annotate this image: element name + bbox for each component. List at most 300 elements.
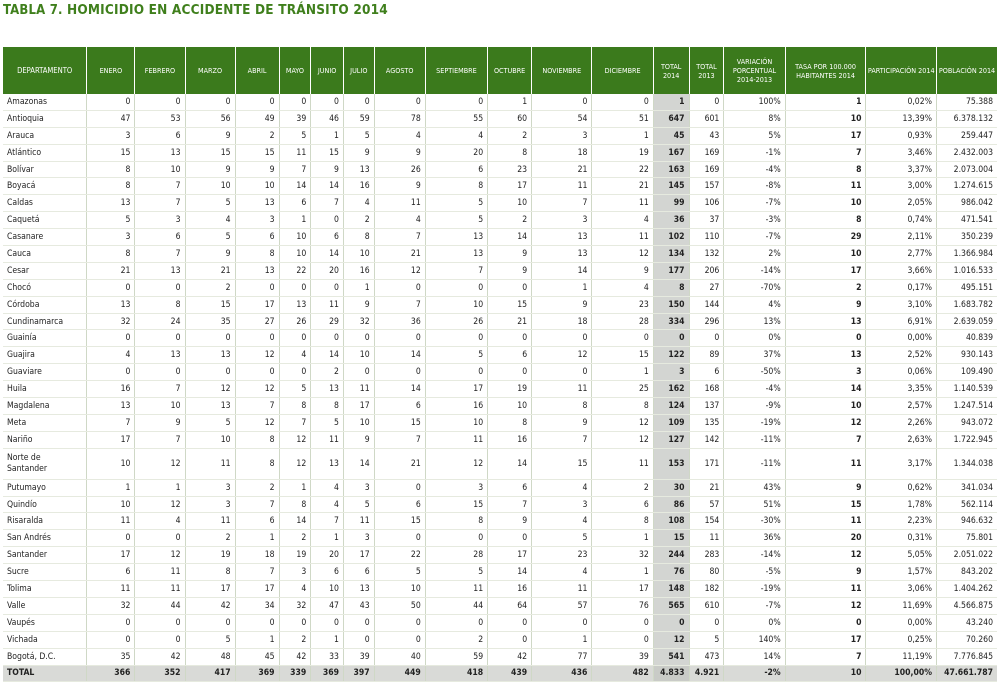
cell-oct: 2 xyxy=(488,212,532,229)
cell-nov: 15 xyxy=(532,448,592,479)
cell-jun: 0 xyxy=(311,330,344,347)
cell-sep: 6 xyxy=(425,161,487,178)
cell-apr: 7 xyxy=(235,398,279,415)
cell-jun: 5 xyxy=(311,414,344,431)
cell-jul: 39 xyxy=(343,648,374,665)
cell-total-2014: 109 xyxy=(653,414,689,431)
cell-oct: 21 xyxy=(488,313,532,330)
cell-variation: 100% xyxy=(724,94,785,110)
cell-feb: 0 xyxy=(135,94,185,110)
cell-apr: 17 xyxy=(235,296,279,313)
cell-may: 3 xyxy=(279,564,311,581)
cell-participation: 3,17% xyxy=(866,448,937,479)
cell-oct: 60 xyxy=(488,110,532,127)
cell-jun: 1 xyxy=(311,127,344,144)
cell-population: 1.016.533 xyxy=(937,262,998,279)
cell-total-2013: 157 xyxy=(689,178,724,195)
cell-oct: 6 xyxy=(488,347,532,364)
cell-participation: 2,52% xyxy=(866,347,937,364)
cell-feb: 0 xyxy=(135,631,185,648)
cell-variation: -11% xyxy=(724,448,785,479)
cell-dec: 1 xyxy=(592,564,653,581)
cell-oct: 0 xyxy=(488,614,532,631)
cell-rate: 10 xyxy=(785,195,866,212)
cell-population: 70.260 xyxy=(937,631,998,648)
cell-may: 14 xyxy=(279,178,311,195)
cell-jan: 13 xyxy=(87,195,135,212)
cell-jan: 35 xyxy=(87,648,135,665)
cell-jan: 1 xyxy=(87,479,135,496)
cell-department: Amazonas xyxy=(3,94,87,110)
cell-jul: 59 xyxy=(343,110,374,127)
cell-rate: 2 xyxy=(785,279,866,296)
cell-oct: 16 xyxy=(488,581,532,598)
cell-oct: 0 xyxy=(488,631,532,648)
cell-sep: 26 xyxy=(425,313,487,330)
cell-total-2014: 86 xyxy=(653,496,689,513)
cell-feb: 0 xyxy=(135,364,185,381)
cell-mar: 15 xyxy=(185,144,235,161)
cell-sep: 2 xyxy=(425,631,487,648)
cell-mar: 0 xyxy=(185,614,235,631)
cell-mar: 11 xyxy=(185,513,235,530)
cell-total-2013: 296 xyxy=(689,313,724,330)
cell-variation: 51% xyxy=(724,496,785,513)
cell-variation: -3% xyxy=(724,212,785,229)
cell-population: 350.239 xyxy=(937,229,998,246)
cell-feb: 0 xyxy=(135,614,185,631)
cell-mar: 8 xyxy=(185,564,235,581)
cell-nov: 3 xyxy=(532,496,592,513)
cell-jun: 11 xyxy=(311,431,344,448)
table-row xyxy=(3,381,997,398)
cell-population: 1.722.945 xyxy=(937,431,998,448)
cell-participation: 3,00% xyxy=(866,178,937,195)
cell-apr: 7 xyxy=(235,496,279,513)
cell-dec: 1 xyxy=(592,530,653,547)
cell-may: 4 xyxy=(279,581,311,598)
cell-department: Cauca xyxy=(3,246,87,263)
cell-total-2013: 57 xyxy=(689,496,724,513)
cell-department: Santander xyxy=(3,547,87,564)
cell-sep: 0 xyxy=(425,364,487,381)
cell-jan: 15 xyxy=(87,144,135,161)
cell-variation: -7% xyxy=(724,597,785,614)
cell-dec: 1 xyxy=(592,364,653,381)
cell-apr: 0 xyxy=(235,330,279,347)
cell-dec: 28 xyxy=(592,313,653,330)
cell-aug: 6 xyxy=(374,496,425,513)
cell-feb: 0 xyxy=(135,279,185,296)
cell-jul: 17 xyxy=(343,398,374,415)
cell-total-2014: 76 xyxy=(653,564,689,581)
table-row xyxy=(3,161,997,178)
cell-may: 0 xyxy=(279,94,311,110)
cell-aug: 10 xyxy=(374,581,425,598)
cell-oct: 16 xyxy=(488,431,532,448)
cell-participation: 0,02% xyxy=(866,94,937,110)
cell-jul: 13 xyxy=(343,161,374,178)
cell-dec: 9 xyxy=(592,262,653,279)
cell-jun: 47 xyxy=(311,597,344,614)
cell-nov: 11 xyxy=(532,581,592,598)
cell-nov: 21 xyxy=(532,161,592,178)
cell-jan: 0 xyxy=(87,530,135,547)
cell-variation: 14% xyxy=(724,648,785,665)
cell-total-2014: 0 xyxy=(653,330,689,347)
cell-jul: 13 xyxy=(343,581,374,598)
cell-jul: 9 xyxy=(343,144,374,161)
table-row xyxy=(3,212,997,229)
cell-dec: 21 xyxy=(592,178,653,195)
header-jul: JULIO xyxy=(343,47,374,94)
cell-aug: 0 xyxy=(374,614,425,631)
cell-population: 40.839 xyxy=(937,330,998,347)
cell-may: 8 xyxy=(279,496,311,513)
cell-jul: 32 xyxy=(343,313,374,330)
cell-jun: 20 xyxy=(311,547,344,564)
cell-nov: 3 xyxy=(532,127,592,144)
cell-population: 43.240 xyxy=(937,614,998,631)
cell-feb: 12 xyxy=(135,496,185,513)
cell-apr: 45 xyxy=(235,648,279,665)
cell-variation: -50% xyxy=(724,364,785,381)
cell-population: 259.447 xyxy=(937,127,998,144)
cell-jun: 1 xyxy=(311,631,344,648)
table-row xyxy=(3,614,997,631)
cell-apr: 9 xyxy=(235,161,279,178)
cell-population: 930.143 xyxy=(937,347,998,364)
cell-nov: 7 xyxy=(532,195,592,212)
cell-rate: 12 xyxy=(785,597,866,614)
cell-feb: 42 xyxy=(135,648,185,665)
cell-apr: 6 xyxy=(235,229,279,246)
cell-may: 13 xyxy=(279,296,311,313)
cell-aug: 78 xyxy=(374,110,425,127)
cell-aug: 21 xyxy=(374,448,425,479)
cell-mar: 4 xyxy=(185,212,235,229)
cell-population: 2.639.059 xyxy=(937,313,998,330)
cell-rate: 10 xyxy=(785,398,866,415)
cell-sep: 8 xyxy=(425,178,487,195)
cell-aug: 6 xyxy=(374,398,425,415)
cell-rate: 15 xyxy=(785,496,866,513)
cell-aug: 9 xyxy=(374,178,425,195)
cell-variation: -4% xyxy=(724,381,785,398)
cell-jul: 2 xyxy=(343,212,374,229)
cell-total-2014: 12 xyxy=(653,631,689,648)
header-rate: TASA POR 100.000 HABITANTES 2014 xyxy=(785,47,866,94)
cell-participation: 0,25% xyxy=(866,631,937,648)
cell-sep: 11 xyxy=(425,431,487,448)
cell-jul: 0 xyxy=(343,94,374,110)
cell-dec: 15 xyxy=(592,347,653,364)
cell-sep: 0 xyxy=(425,614,487,631)
cell-aug: 0 xyxy=(374,364,425,381)
cell-rate: 17 xyxy=(785,127,866,144)
table-row xyxy=(3,195,997,212)
cell-apr: 2 xyxy=(235,127,279,144)
cell-jan: 3 xyxy=(87,127,135,144)
cell-dec: 4 xyxy=(592,279,653,296)
cell-jan: 8 xyxy=(87,161,135,178)
cell-variation: 8% xyxy=(724,110,785,127)
cell-variation: 13% xyxy=(724,313,785,330)
cell-may: 1 xyxy=(279,212,311,229)
cell-mar: 42 xyxy=(185,597,235,614)
cell-variation: -7% xyxy=(724,195,785,212)
cell-oct: 23 xyxy=(488,161,532,178)
header-row xyxy=(3,47,997,94)
cell-mar: 9 xyxy=(185,246,235,263)
cell-apr: 1 xyxy=(235,530,279,547)
cell-department: Chocó xyxy=(3,279,87,296)
cell-jun: 46 xyxy=(311,110,344,127)
cell-apr: 0 xyxy=(235,279,279,296)
cell-dec: 25 xyxy=(592,381,653,398)
header-population: POBLACIÓN 2014 xyxy=(937,47,998,94)
cell-total-2013: 610 xyxy=(689,597,724,614)
cell-oct: 0 xyxy=(488,530,532,547)
cell-aug: 15 xyxy=(374,414,425,431)
table-row xyxy=(3,513,997,530)
cell-total-2013: 4.921 xyxy=(689,665,724,682)
cell-oct: 17 xyxy=(488,547,532,564)
cell-jan: 0 xyxy=(87,631,135,648)
cell-dec: 482 xyxy=(592,665,653,682)
cell-oct: 9 xyxy=(488,262,532,279)
cell-total-2013: 132 xyxy=(689,246,724,263)
cell-variation: 2% xyxy=(724,246,785,263)
cell-feb: 352 xyxy=(135,665,185,682)
cell-rate: 7 xyxy=(785,648,866,665)
cell-population: 943.072 xyxy=(937,414,998,431)
cell-aug: 36 xyxy=(374,313,425,330)
cell-dec: 51 xyxy=(592,110,653,127)
cell-jan: 16 xyxy=(87,381,135,398)
cell-jun: 9 xyxy=(311,161,344,178)
cell-variation: 37% xyxy=(724,347,785,364)
cell-total-2014: 134 xyxy=(653,246,689,263)
table-title-text: HOMICIDIO EN ACCIDENTE DE TRÁNSITO 2014 xyxy=(66,2,388,18)
cell-total-2014: 108 xyxy=(653,513,689,530)
table-row xyxy=(3,364,997,381)
header-feb: FEBRERO xyxy=(135,47,185,94)
cell-apr: 12 xyxy=(235,414,279,431)
cell-apr: 369 xyxy=(235,665,279,682)
cell-nov: 57 xyxy=(532,597,592,614)
cell-nov: 4 xyxy=(532,513,592,530)
cell-participation: 3,66% xyxy=(866,262,937,279)
cell-total-2013: 169 xyxy=(689,161,724,178)
cell-total-2014: 145 xyxy=(653,178,689,195)
cell-jun: 6 xyxy=(311,564,344,581)
table-row xyxy=(3,431,997,448)
cell-rate: 12 xyxy=(785,547,866,564)
cell-jul: 8 xyxy=(343,229,374,246)
cell-variation: -11% xyxy=(724,431,785,448)
cell-sep: 12 xyxy=(425,448,487,479)
cell-population: 495.151 xyxy=(937,279,998,296)
cell-mar: 2 xyxy=(185,279,235,296)
cell-participation: 3,46% xyxy=(866,144,937,161)
cell-oct: 6 xyxy=(488,479,532,496)
cell-jul: 397 xyxy=(343,665,374,682)
cell-total-2013: 182 xyxy=(689,581,724,598)
cell-aug: 4 xyxy=(374,127,425,144)
cell-apr: 13 xyxy=(235,195,279,212)
cell-department: Meta xyxy=(3,414,87,431)
cell-nov: 1 xyxy=(532,279,592,296)
header-total-2014: TOTAL 2014 xyxy=(653,47,689,94)
cell-jun: 11 xyxy=(311,296,344,313)
homicide-table xyxy=(3,47,997,682)
cell-apr: 15 xyxy=(235,144,279,161)
header-jan: ENERO xyxy=(87,47,135,94)
cell-rate: 10 xyxy=(785,246,866,263)
cell-rate: 0 xyxy=(785,614,866,631)
cell-jun: 33 xyxy=(311,648,344,665)
cell-participation: 2,23% xyxy=(866,513,937,530)
cell-oct: 14 xyxy=(488,448,532,479)
cell-oct: 0 xyxy=(488,330,532,347)
cell-may: 39 xyxy=(279,110,311,127)
cell-total-2013: 0 xyxy=(689,330,724,347)
cell-jun: 13 xyxy=(311,381,344,398)
cell-sep: 3 xyxy=(425,479,487,496)
cell-jun: 20 xyxy=(311,262,344,279)
cell-department: TOTAL xyxy=(3,665,87,682)
cell-participation: 3,10% xyxy=(866,296,937,313)
cell-may: 5 xyxy=(279,127,311,144)
cell-jun: 1 xyxy=(311,530,344,547)
cell-dec: 19 xyxy=(592,144,653,161)
cell-total-2013: 43 xyxy=(689,127,724,144)
cell-feb: 44 xyxy=(135,597,185,614)
cell-rate: 13 xyxy=(785,313,866,330)
cell-dec: 0 xyxy=(592,330,653,347)
cell-sep: 0 xyxy=(425,530,487,547)
cell-oct: 8 xyxy=(488,144,532,161)
cell-feb: 8 xyxy=(135,296,185,313)
cell-jul: 11 xyxy=(343,513,374,530)
cell-sep: 15 xyxy=(425,496,487,513)
cell-participation: 3,06% xyxy=(866,581,937,598)
cell-oct: 439 xyxy=(488,665,532,682)
table-title xyxy=(3,2,388,18)
cell-department: Vichada xyxy=(3,631,87,648)
cell-rate: 9 xyxy=(785,564,866,581)
cell-oct: 10 xyxy=(488,398,532,415)
cell-jun: 6 xyxy=(311,229,344,246)
cell-total-2014: 15 xyxy=(653,530,689,547)
cell-department: Norte de Santander xyxy=(3,448,87,479)
cell-dec: 39 xyxy=(592,648,653,665)
table-row xyxy=(3,144,997,161)
cell-dec: 0 xyxy=(592,94,653,110)
cell-total-2014: 8 xyxy=(653,279,689,296)
cell-department: Risaralda xyxy=(3,513,87,530)
cell-total-2014: 122 xyxy=(653,347,689,364)
cell-dec: 2 xyxy=(592,479,653,496)
cell-nov: 0 xyxy=(532,330,592,347)
cell-participation: 0,74% xyxy=(866,212,937,229)
cell-total-2014: 102 xyxy=(653,229,689,246)
header-total-2013: TOTAL 2013 xyxy=(689,47,724,94)
table-row xyxy=(3,648,997,665)
cell-dec: 17 xyxy=(592,581,653,598)
cell-variation: 36% xyxy=(724,530,785,547)
cell-aug: 449 xyxy=(374,665,425,682)
cell-participation: 1,78% xyxy=(866,496,937,513)
cell-jun: 14 xyxy=(311,178,344,195)
cell-total-2013: 135 xyxy=(689,414,724,431)
cell-dec: 12 xyxy=(592,431,653,448)
cell-mar: 3 xyxy=(185,479,235,496)
cell-jul: 43 xyxy=(343,597,374,614)
cell-oct: 42 xyxy=(488,648,532,665)
cell-sep: 0 xyxy=(425,94,487,110)
cell-feb: 11 xyxy=(135,581,185,598)
cell-feb: 6 xyxy=(135,127,185,144)
cell-dec: 0 xyxy=(592,614,653,631)
cell-participation: 0,62% xyxy=(866,479,937,496)
cell-feb: 7 xyxy=(135,195,185,212)
cell-oct: 14 xyxy=(488,564,532,581)
cell-apr: 8 xyxy=(235,448,279,479)
cell-variation: 5% xyxy=(724,127,785,144)
cell-aug: 0 xyxy=(374,479,425,496)
cell-sep: 13 xyxy=(425,246,487,263)
cell-population: 843.202 xyxy=(937,564,998,581)
cell-department: Magdalena xyxy=(3,398,87,415)
cell-oct: 10 xyxy=(488,195,532,212)
table-row xyxy=(3,479,997,496)
cell-variation: -9% xyxy=(724,398,785,415)
cell-apr: 7 xyxy=(235,564,279,581)
cell-aug: 11 xyxy=(374,195,425,212)
table-row xyxy=(3,229,997,246)
cell-aug: 7 xyxy=(374,229,425,246)
cell-variation: 0% xyxy=(724,330,785,347)
table-row xyxy=(3,631,997,648)
cell-mar: 21 xyxy=(185,262,235,279)
cell-jan: 8 xyxy=(87,246,135,263)
cell-department: Guaviare xyxy=(3,364,87,381)
cell-total-2014: 3 xyxy=(653,364,689,381)
cell-sep: 59 xyxy=(425,648,487,665)
cell-sep: 5 xyxy=(425,212,487,229)
table-row xyxy=(3,313,997,330)
cell-participation: 0,31% xyxy=(866,530,937,547)
table-row xyxy=(3,262,997,279)
cell-feb: 7 xyxy=(135,381,185,398)
cell-population: 1.140.539 xyxy=(937,381,998,398)
cell-population: 7.776.845 xyxy=(937,648,998,665)
cell-participation: 0,93% xyxy=(866,127,937,144)
cell-jul: 4 xyxy=(343,195,374,212)
cell-aug: 50 xyxy=(374,597,425,614)
cell-department: Arauca xyxy=(3,127,87,144)
cell-apr: 49 xyxy=(235,110,279,127)
cell-jan: 6 xyxy=(87,564,135,581)
cell-department: Vaupés xyxy=(3,614,87,631)
cell-participation: 11,19% xyxy=(866,648,937,665)
cell-aug: 9 xyxy=(374,144,425,161)
cell-mar: 19 xyxy=(185,547,235,564)
cell-jan: 4 xyxy=(87,347,135,364)
cell-variation: -14% xyxy=(724,547,785,564)
